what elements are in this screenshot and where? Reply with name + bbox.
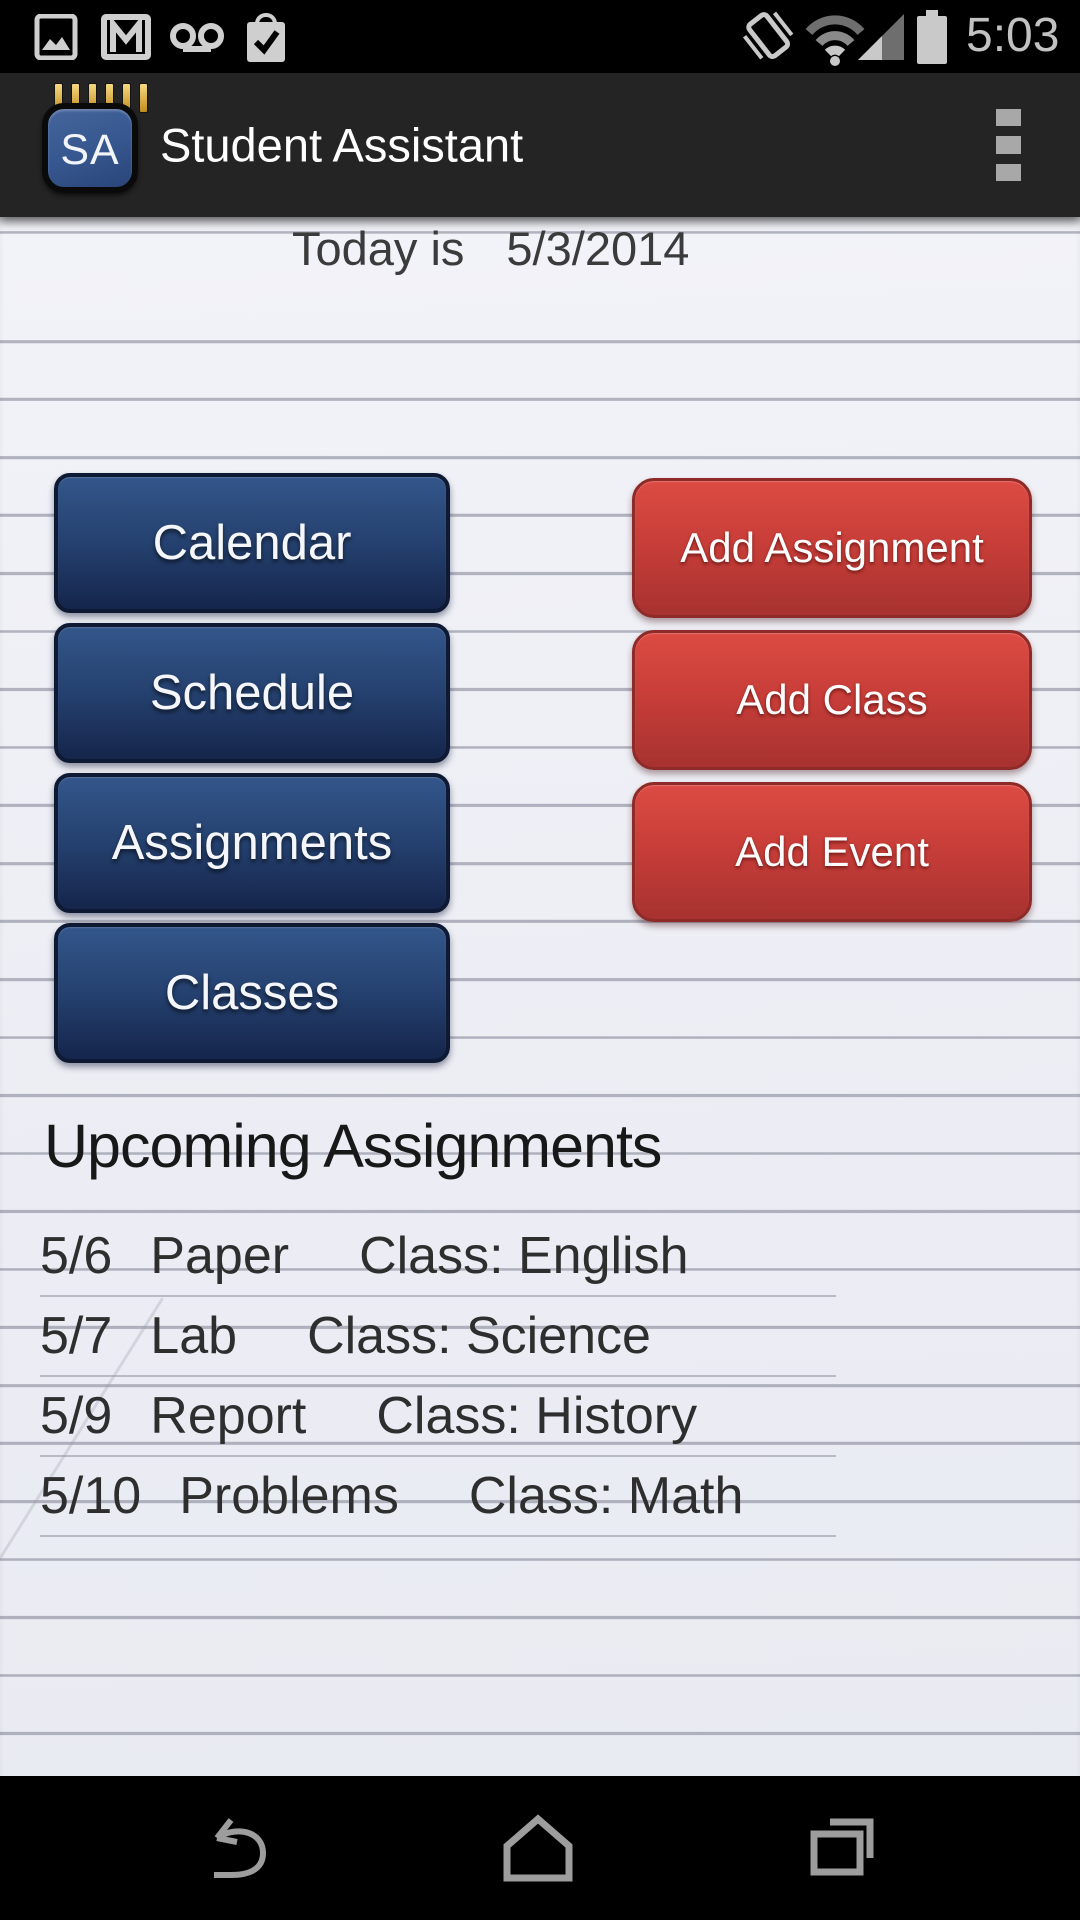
- classes-button-label: Classes: [164, 966, 340, 1020]
- assignment-task: Report: [150, 1387, 307, 1445]
- assignments-button[interactable]: [54, 773, 450, 913]
- add-assignment-button-label: Add Assignment: [680, 524, 984, 571]
- assignment-task: Paper: [150, 1227, 290, 1285]
- assignment-row[interactable]: [40, 1377, 836, 1457]
- home-icon[interactable]: [500, 1812, 576, 1884]
- page-title: Student Assistant: [160, 118, 524, 172]
- assignment-list: [40, 1217, 836, 1537]
- assignment-class: Class: Science: [307, 1307, 651, 1365]
- add-class-button[interactable]: [632, 630, 1032, 770]
- assignment-date: 5/7: [40, 1307, 113, 1365]
- assignment-class: Class: Math: [468, 1467, 744, 1525]
- assignment-date: 5/10: [40, 1467, 142, 1525]
- gallery-icon: [34, 14, 78, 60]
- assignment-task: Lab: [150, 1307, 238, 1365]
- app-bar: [0, 73, 1080, 217]
- classes-button[interactable]: [54, 923, 450, 1063]
- vibrate-icon: [742, 10, 794, 64]
- system-nav-bar: [0, 1776, 1080, 1920]
- schedule-button[interactable]: [54, 623, 450, 763]
- add-event-button[interactable]: [632, 782, 1032, 922]
- calendar-button-label: Calendar: [152, 516, 352, 570]
- add-assignment-button[interactable]: [632, 478, 1032, 618]
- assignment-row[interactable]: [40, 1297, 836, 1377]
- assignment-date: 5/9: [40, 1387, 113, 1445]
- schedule-button-label: Schedule: [149, 666, 355, 720]
- assignment-row[interactable]: [40, 1217, 836, 1297]
- gmail-icon: [101, 14, 151, 60]
- voicemail-icon: [170, 22, 224, 54]
- assignments-button-label: Assignments: [111, 816, 393, 870]
- battery-icon: [915, 10, 949, 64]
- clock-text: 5:03: [966, 9, 1060, 62]
- assignment-class: Class: History: [376, 1387, 698, 1445]
- today-label: Today is: [292, 222, 465, 275]
- app-logo-label: SA: [60, 125, 120, 174]
- status-bar: [0, 0, 1080, 73]
- today-date: 5/3/2014: [506, 222, 690, 275]
- today-line: [292, 221, 689, 276]
- notebook-paper-background: [0, 217, 1080, 1776]
- upcoming-assignments-heading: Upcoming Assignments: [44, 1112, 662, 1180]
- assignment-class: Class: English: [359, 1227, 689, 1285]
- overflow-menu-icon[interactable]: [980, 109, 1036, 181]
- back-icon[interactable]: [204, 1812, 276, 1884]
- play-store-icon: [243, 8, 289, 64]
- add-event-button-label: Add Event: [735, 828, 929, 875]
- app-logo: [42, 95, 140, 193]
- calendar-button[interactable]: [54, 473, 450, 613]
- assignment-task: Problems: [179, 1467, 399, 1525]
- add-class-button-label: Add Class: [736, 676, 928, 723]
- recents-icon[interactable]: [806, 1812, 878, 1884]
- assignment-date: 5/6: [40, 1227, 113, 1285]
- signal-icon: [856, 12, 906, 62]
- assignment-row[interactable]: [40, 1457, 836, 1537]
